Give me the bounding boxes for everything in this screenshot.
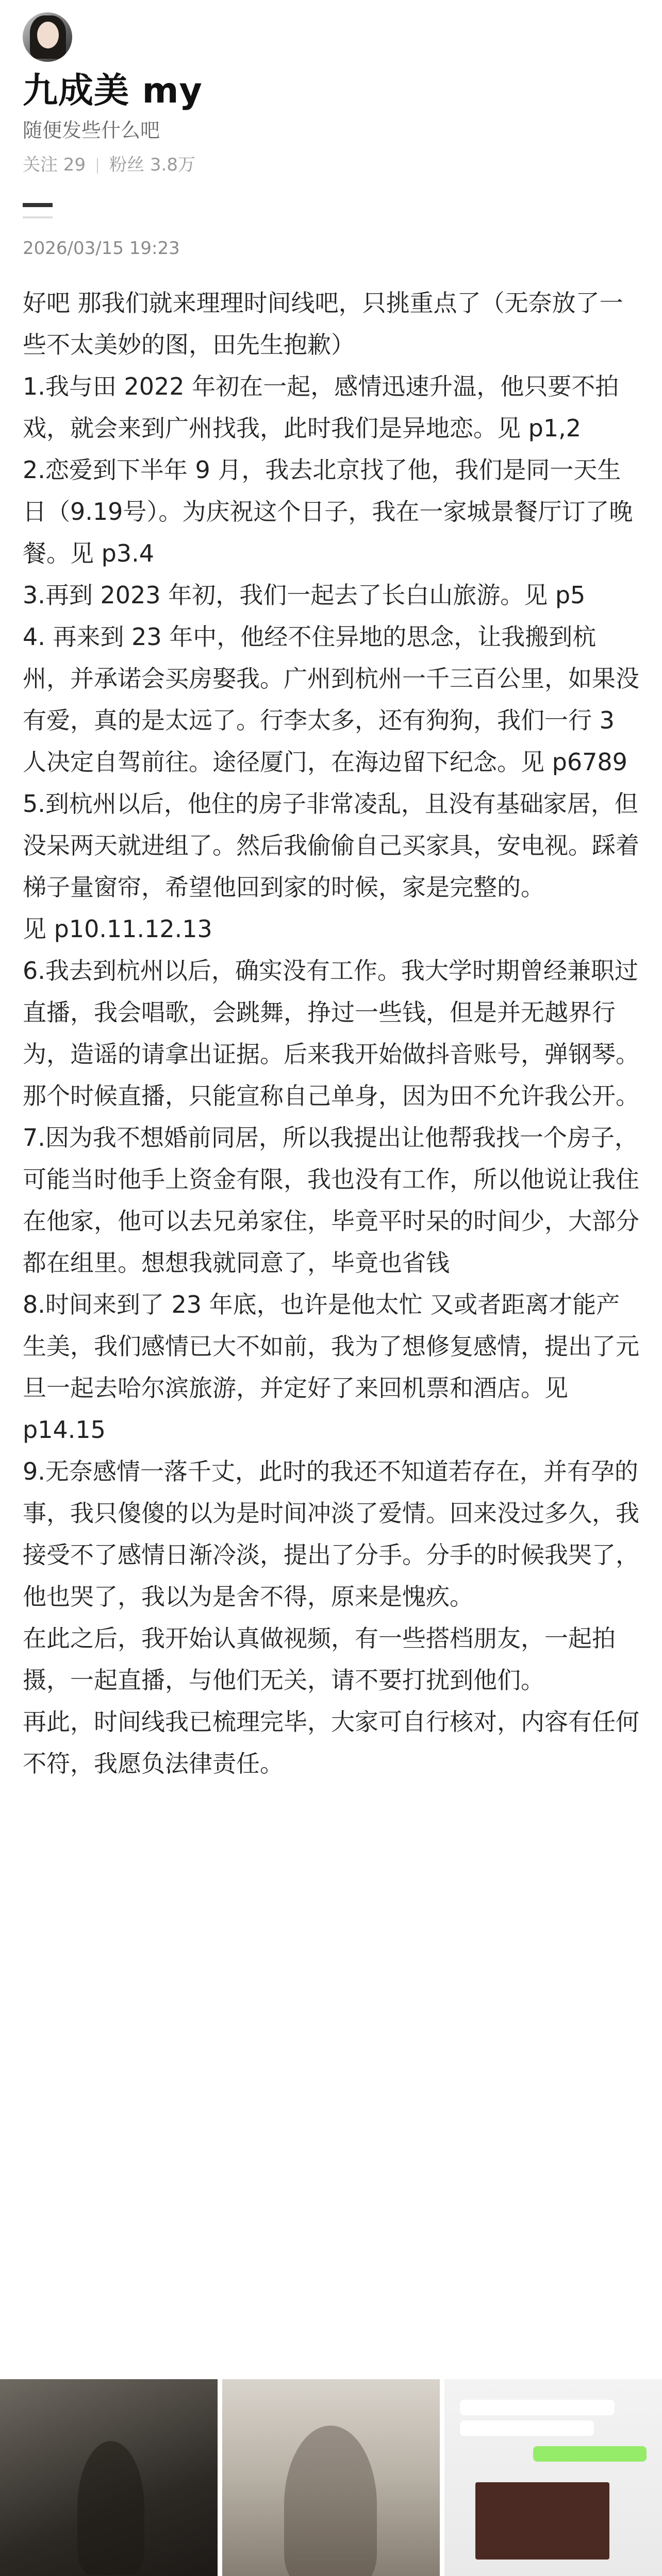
paragraph: 在此之后，我开始认真做视频，有一些搭档朋友，一起拍摄，一起直播，与他们无关，请不要打扰到他们。	[23, 1624, 616, 1694]
post-date: 2026/03/15 19:23	[23, 238, 180, 259]
person-silhouette	[284, 2426, 377, 2576]
section-indicator	[23, 203, 53, 207]
gallery-photo-1[interactable]	[0, 2379, 218, 2576]
profile-bio: 随便发些什么吧	[23, 119, 160, 142]
paragraph: 9.无奈感情一落千丈，此时的我还不知道若存在，并有孕的事，我只傻傻的以为是时间冲淡了爱情。回来没过多久，我接受不了感情日渐冷淡，提出了分手。分手的时候我哭了，他也哭了，我以为是舍不得，原来是愧疚。	[23, 1458, 639, 1611]
paragraph: 见 p10.11.12.13	[23, 915, 212, 943]
chat-bubble	[460, 2400, 615, 2415]
chat-image	[475, 2482, 609, 2560]
paragraph: 8.时间来到了 23 年底，也许是他太忙 又或者距离才能产生美，我们感情已大不如前，我为了想修复感情，提出了元旦一起去哈尔滨旅游，并定好了来回机票和酒店。见 p14.15	[23, 1291, 639, 1444]
paragraph: 5.到杭州以后，他住的房子非常凌乱，且没有基础家居，但没呆两天就进组了。然后我偷偷自己买家具，安电视。踩着梯子量窗帘，希望他回到家的时候，家是完整的。	[23, 790, 639, 901]
post-body	[23, 282, 641, 1785]
paragraph: 7.因为我不想婚前同居，所以我提出让他帮我找一个房子，可能当时他手上资金有限，我也没有工作，所以他说让我住在他家，他可以去兄弟家住，毕竟平时呆的时间少，大部分都在组里。想想我就同意了，毕竟也省钱	[23, 1124, 639, 1277]
chat-bubble	[460, 2420, 594, 2436]
paragraph: 1.我与田 2022 年初在一起，感情迅速升温，他只要不拍戏，就会来到广州找我，此时我们是异地恋。见 p1,2	[23, 372, 619, 442]
person-silhouette	[77, 2441, 144, 2575]
paragraph: 6.我去到杭州以后，确实没有工作。我大学时期曾经兼职过直播，我会唱歌，会跳舞，挣过一些钱，但是并无越界行为，造谣的请拿出证据。后来我开始做抖音账号，弹钢琴。那个时候直播，只能宣称自己单身，因为田不允许我公开。	[23, 957, 639, 1110]
gallery-chat-screenshot-1[interactable]	[444, 2379, 662, 2576]
avatar-face	[37, 22, 59, 48]
chat-bubble-self	[533, 2446, 647, 2462]
paragraph: 3.再到 2023 年初，我们一起去了长白山旅游。见 p5	[23, 581, 586, 609]
paragraph: 4. 再来到 23 年中，他经不住异地的思念，让我搬到杭州，并承诺会买房娶我。广州到杭州一千三百公里，如果没有爱，真的是太远了。行李太多，还有狗狗，我们一行 3 人决定自驾前往。途径厦门，在海边留下纪念。见 p6789	[23, 623, 639, 776]
profile-stats	[23, 150, 195, 176]
profile-name[interactable]: 九成美 my	[23, 71, 203, 111]
follow-count[interactable]: 关注 29	[23, 155, 86, 175]
paragraph: 2.恋爱到下半年 9 月，我去北京找了他，我们是同一天生日（9.19号）。为庆祝这个日子，我在一家城景餐厅订了晚餐。见 p3.4	[23, 456, 633, 567]
gallery-photo-2[interactable]	[222, 2379, 440, 2576]
section-indicator-shadow	[23, 216, 53, 218]
image-gallery	[0, 2379, 662, 2576]
paragraph: 再此，时间线我已梳理完毕，大家可自行核对，内容有任何不符，我愿负法律责任。	[23, 1708, 639, 1777]
avatar[interactable]	[23, 12, 72, 62]
stats-divider	[97, 158, 98, 174]
paragraph: 好吧 那我们就来理理时间线吧，只挑重点了（无奈放了一些不太美妙的图，田先生抱歉）	[23, 289, 623, 359]
fans-count[interactable]: 粉丝 3.8万	[109, 155, 195, 175]
profile-header	[0, 0, 662, 222]
